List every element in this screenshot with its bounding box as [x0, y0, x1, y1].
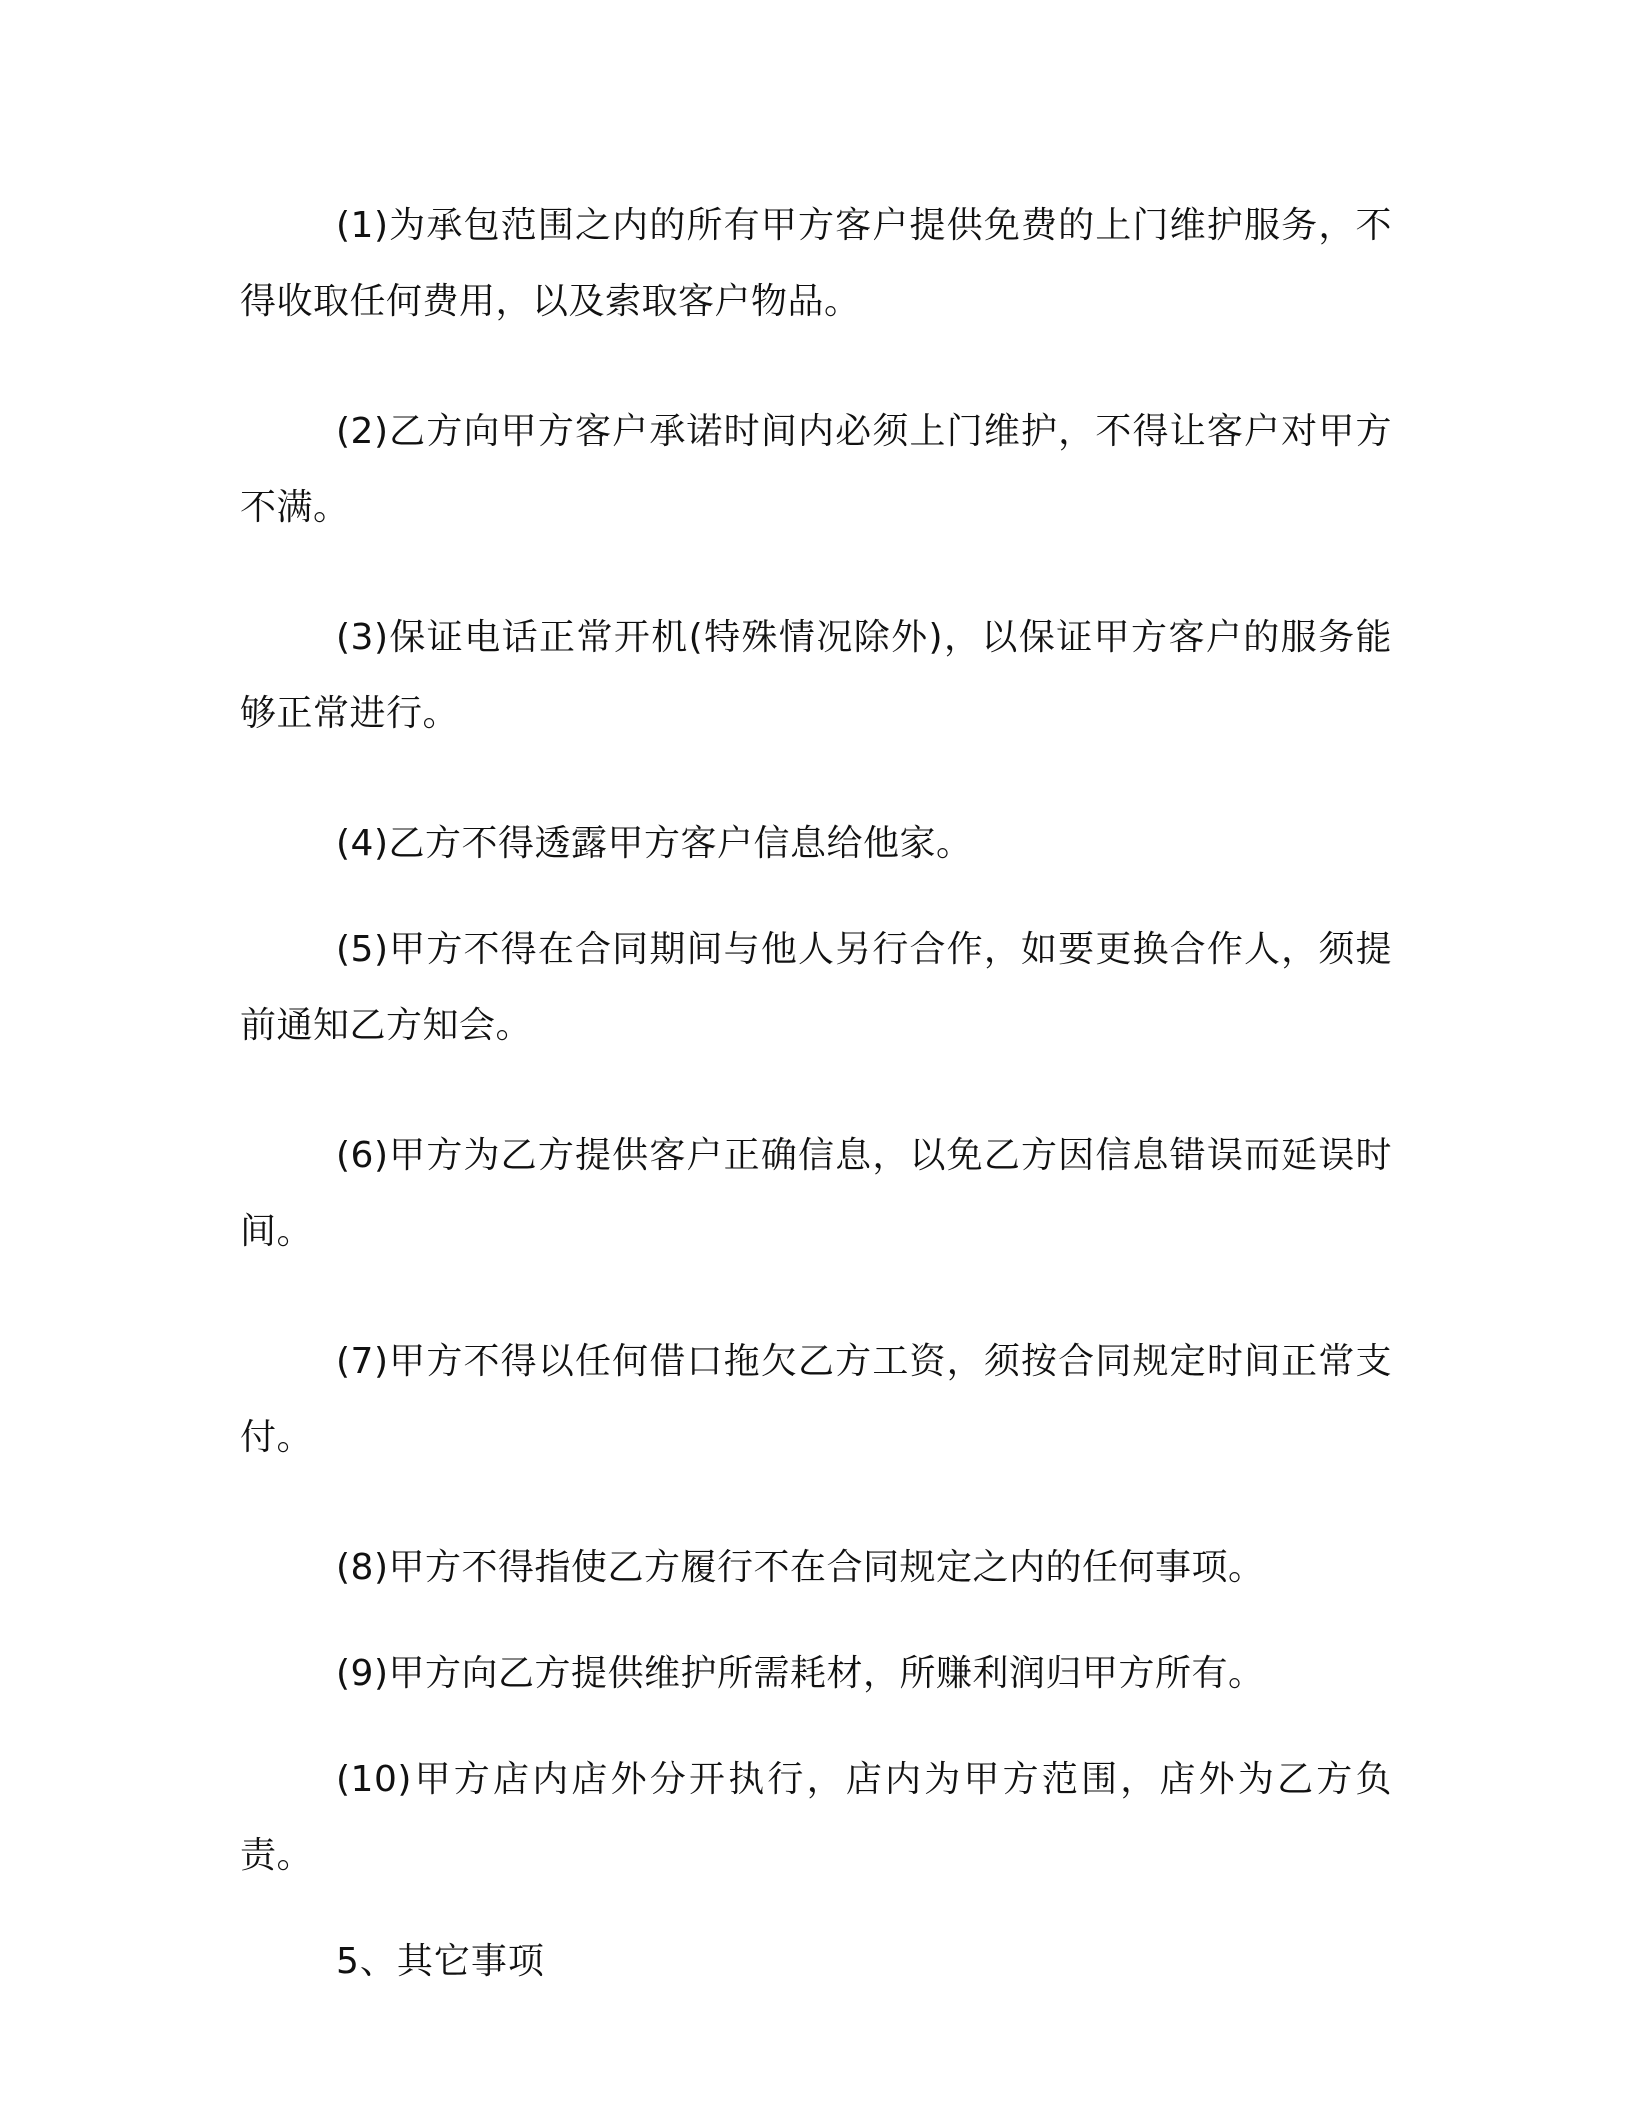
clause-9: (9)甲方向乙方提供维护所需耗材，所赚利润归甲方所有。	[336, 1653, 1265, 1694]
clause-5: (5)甲方不得在合同期间与他人另行合作，如要更换合作人，须提前通知乙方知会。	[240, 929, 1392, 1046]
clause-1: (1)为承包范围之内的所有甲方客户提供免费的上门维护服务，不得收取任何费用，以及索取客户物品。	[240, 205, 1392, 322]
clause-8: (8)甲方不得指使乙方履行不在合同规定之内的任何事项。	[336, 1547, 1265, 1588]
clause-10: (10)甲方店内店外分开执行，店内为甲方范围，店外为乙方负责。	[240, 1759, 1392, 1876]
clause-4: (4)乙方不得透露甲方客户信息给他家。	[336, 823, 973, 864]
clause-3: (3)保证电话正常开机(特殊情况除外)，以保证甲方客户的服务能够正常进行。	[240, 617, 1392, 734]
clause-6: (6)甲方为乙方提供客户正确信息，以免乙方因信息错误而延误时间。	[240, 1135, 1392, 1252]
document-body	[240, 188, 1392, 2000]
section-heading: 5、其它事项	[336, 1941, 545, 1982]
clause-7: (7)甲方不得以任何借口拖欠乙方工资，须按合同规定时间正常支付。	[240, 1341, 1392, 1458]
clause-2: (2)乙方向甲方客户承诺时间内必须上门维护，不得让客户对甲方不满。	[240, 411, 1392, 528]
